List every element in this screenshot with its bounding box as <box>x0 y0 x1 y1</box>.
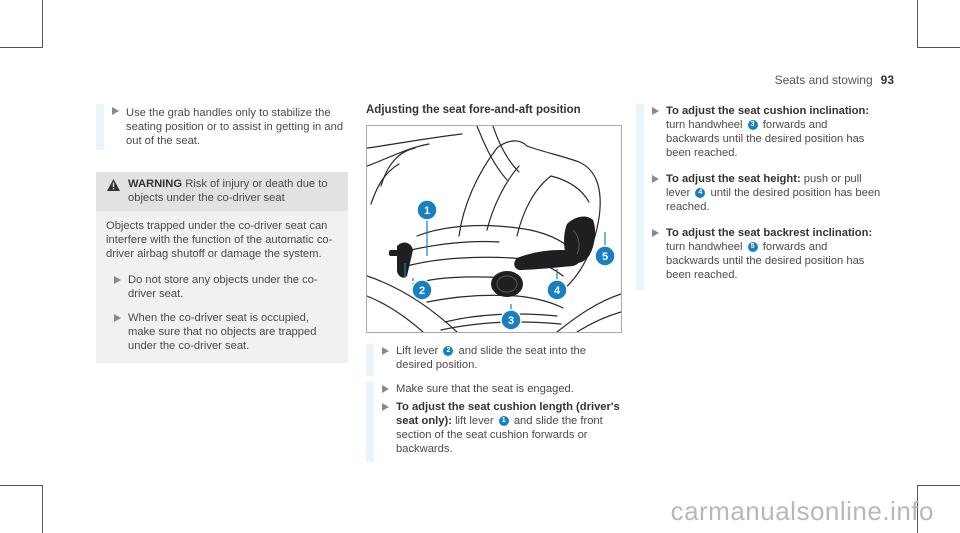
step-text: turn handwheel <box>666 119 743 131</box>
bullet-arrow-icon <box>652 229 659 237</box>
step-text: push or pull lever <box>666 173 862 199</box>
intro-bullet <box>96 104 348 150</box>
section-heading: Adjusting the seat fore-and-aft position <box>366 104 581 116</box>
callout-1 <box>417 200 437 220</box>
step-text: Make sure that the seat is engaged. <box>396 383 574 395</box>
svg-text:5: 5 <box>601 251 609 263</box>
watermark: carmanualsonline.info <box>670 496 934 526</box>
bullet-arrow-icon <box>652 107 659 115</box>
warning-header <box>96 172 348 211</box>
callout-badge: 2 <box>443 346 453 356</box>
svg-text:4: 4 <box>553 285 561 297</box>
warning-box <box>96 172 348 363</box>
intro-text: Use the grab handles only to stabilize the seating position or to assist in getting in and out of the seat. <box>126 107 344 147</box>
step-item <box>366 344 622 376</box>
crop-mark <box>0 47 42 48</box>
step-item <box>636 226 882 290</box>
warning-bullet <box>106 311 338 353</box>
seat-drawing <box>367 126 621 332</box>
bullet-arrow-icon <box>382 403 389 411</box>
warning-bullet <box>106 273 338 301</box>
step-text: forwards and backwards until the desired position has been reached. <box>666 119 865 159</box>
step-text: turn handwheel <box>666 241 743 253</box>
callout-badge: 4 <box>695 188 705 198</box>
bullet-arrow-icon <box>114 276 121 284</box>
callout-badge: 3 <box>748 120 758 130</box>
step-text: Lift lever <box>396 345 439 357</box>
step-heading: To adjust the seat cushion inclination: <box>666 105 870 117</box>
warning-body <box>96 211 348 363</box>
step-heading: To adjust the seat height: <box>666 173 801 185</box>
bullet-arrow-icon <box>652 175 659 183</box>
step-item <box>366 382 622 400</box>
step-text: until the desired position has been reached. <box>666 187 881 213</box>
callout-4 <box>547 280 567 300</box>
crop-mark <box>42 0 43 48</box>
middle-steps <box>366 344 622 472</box>
left-column <box>96 104 348 363</box>
page-header <box>775 73 894 87</box>
svg-text:1: 1 <box>423 205 431 217</box>
warning-bullet-text: Do not store any objects under the co-driver seat. <box>128 274 318 300</box>
warning-bullet-text: When the co-driver seat is occupied, make sure that no objects are trapped under the co-driver seat. <box>128 312 317 352</box>
callout-badge: 1 <box>499 416 509 426</box>
warning-text: Objects trapped under the co-driver seat can interfere with the function of the automatic co-driver airbag shutoff or damage the system. <box>106 220 333 260</box>
step-text: lift lever <box>455 415 494 427</box>
warning-triangle-icon <box>107 179 120 191</box>
step-item <box>366 400 622 462</box>
step-item <box>636 172 882 226</box>
step-text: and slide the seat into the desired position. <box>396 345 587 371</box>
callout-badge: 5 <box>748 242 758 252</box>
callout-3 <box>501 310 521 330</box>
section-title: Seats and stowing <box>774 73 873 87</box>
crop-mark <box>917 0 918 48</box>
svg-text:2: 2 <box>418 285 426 297</box>
step-text: forwards and backwards until the desired position has been reached. <box>666 241 865 281</box>
warning-title: Risk of injury or death due to objects under the co-driver seat <box>128 178 328 204</box>
svg-text:3: 3 <box>507 315 515 327</box>
step-heading: To adjust the seat backrest inclination: <box>666 227 873 239</box>
step-item <box>636 104 882 172</box>
crop-mark <box>0 485 42 486</box>
right-column <box>636 104 882 300</box>
bullet-arrow-icon <box>112 107 119 115</box>
bullet-arrow-icon <box>382 347 389 355</box>
crop-mark <box>918 485 960 486</box>
crop-mark <box>918 47 960 48</box>
step-heading: To adjust the seat cushion length (driver's seat only): <box>396 401 620 427</box>
callout-2 <box>412 280 432 300</box>
bullet-arrow-icon <box>382 385 389 393</box>
warning-label: WARNING <box>128 178 183 190</box>
bullet-arrow-icon <box>114 314 121 322</box>
page-number: 93 <box>880 73 894 87</box>
callout-5 <box>595 246 615 266</box>
seat-illustration <box>366 125 622 333</box>
step-text: and slide the front section of the seat cushion forwards or backwards. <box>396 415 603 455</box>
crop-mark <box>42 485 43 533</box>
